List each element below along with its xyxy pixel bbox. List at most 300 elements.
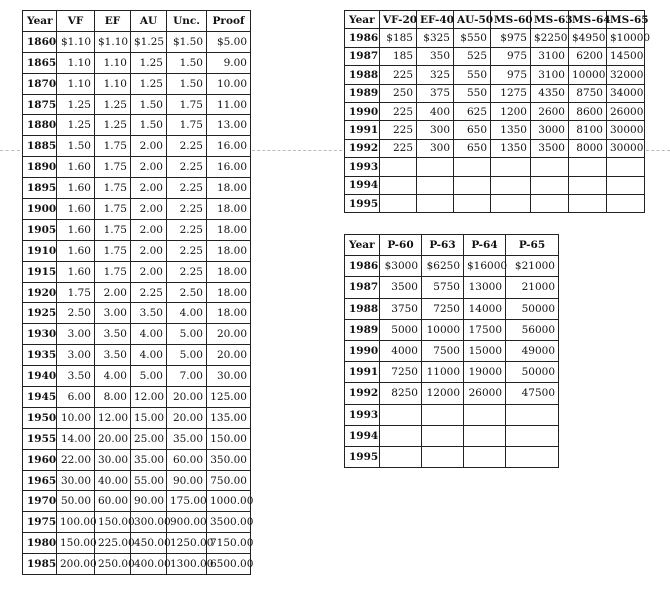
price-cell: 2600 [531,102,569,120]
price-cell [464,425,506,446]
price-cell: 3500.00 [207,512,251,533]
price-cell: 8000 [569,139,607,157]
price-cell: 14000 [464,298,506,319]
price-cell: 30000 [607,139,645,157]
price-cell: 10.00 [207,73,251,94]
price-cell [491,158,531,176]
column-header: P-60 [380,235,422,256]
price-cell: 4350 [531,84,569,102]
price-cell: 35.00 [131,449,167,470]
price-cell: 4.00 [95,366,131,387]
price-cell: 2.50 [57,303,95,324]
price-cell: $5.00 [207,31,251,52]
price-cell: 18.00 [207,219,251,240]
price-cell: 225 [380,139,417,157]
table-row [345,404,559,425]
price-cell [464,404,506,425]
column-header: EF [95,11,131,32]
table-row [23,303,251,324]
price-cell [380,446,422,467]
price-cell: 17500 [464,319,506,340]
price-cell: 350.00 [207,449,251,470]
table-row [345,277,559,298]
price-cell: 14500 [607,47,645,65]
price-cell [531,158,569,176]
year-cell: 1987 [345,277,380,298]
price-cell: 4.00 [131,324,167,345]
price-cell [569,176,607,194]
price-cell: 50.00 [57,491,95,512]
price-cell: 2.25 [167,157,207,178]
year-cell: 1915 [23,261,57,282]
table-row [23,324,251,345]
year-cell: 1880 [23,115,57,136]
year-cell: 1910 [23,240,57,261]
price-cell: 3.50 [131,303,167,324]
price-cell: 7250 [380,362,422,383]
price-cell: 975 [491,47,531,65]
price-cell [506,404,559,425]
year-cell: 1987 [345,47,380,65]
price-cell: 15000 [464,340,506,361]
price-cell: 7500 [422,340,464,361]
table-row [345,446,559,467]
price-cell: 10000 [422,319,464,340]
price-cell [464,446,506,467]
price-cell: 3.50 [95,345,131,366]
price-cell: 3100 [531,66,569,84]
year-cell: 1950 [23,407,57,428]
table-row [23,94,251,115]
price-cell: 1.10 [95,73,131,94]
year-cell: 1955 [23,428,57,449]
price-cell: 20.00 [167,387,207,408]
table-row [23,157,251,178]
price-cell: 625 [454,102,491,120]
price-cell: 2.25 [167,178,207,199]
price-cell: 1.75 [167,94,207,115]
price-cell: 2.25 [167,261,207,282]
price-cell: 40.00 [95,470,131,491]
price-cell: 3.50 [95,324,131,345]
table-row [23,219,251,240]
price-cell [506,446,559,467]
price-cell: 18.00 [207,240,251,261]
price-cell: 1300.00 [167,554,207,575]
header-row [23,11,251,32]
column-header: Year [345,11,380,29]
price-cell: 3500 [380,277,422,298]
price-cell: 56000 [506,319,559,340]
price-cell: 1.75 [95,240,131,261]
price-cell: 32000 [607,66,645,84]
price-cell: 450.00 [131,533,167,554]
table-row [345,383,559,404]
price-cell: 1.50 [167,73,207,94]
price-cell [417,158,454,176]
year-cell: 1945 [23,387,57,408]
price-cell: 5.00 [167,324,207,345]
table-row [23,136,251,157]
price-cell: 3100 [531,47,569,65]
table-row [23,554,251,575]
column-header: Year [23,11,57,32]
table-row [345,158,645,176]
table-row [345,29,645,47]
price-cell: 325 [417,66,454,84]
price-cell: 11000 [422,362,464,383]
table-row [345,362,559,383]
price-cell: $1.10 [95,31,131,52]
price-cell: 1.50 [167,52,207,73]
price-cell: 15.00 [131,407,167,428]
price-cell: 5750 [422,277,464,298]
price-cell: 2.00 [131,199,167,220]
price-cell: 100.00 [57,512,95,533]
price-table-1860-1985 [22,10,254,575]
price-cell: 12.00 [95,407,131,428]
price-cell: 1350 [491,139,531,157]
price-cell: 300.00 [131,512,167,533]
price-cell: 975 [491,66,531,84]
price-cell: 150.00 [95,512,131,533]
price-cell: 1.60 [57,199,95,220]
year-cell: 1988 [345,66,380,84]
table-row [23,428,251,449]
column-header: Year [345,235,380,256]
price-cell: 1.60 [57,178,95,199]
price-cell: 8100 [569,121,607,139]
year-cell: 1960 [23,449,57,470]
price-cell: $6250 [422,256,464,277]
price-cell: 5.00 [167,345,207,366]
price-cell: 26000 [607,102,645,120]
price-cell: 20.00 [167,407,207,428]
year-cell: 1986 [345,256,380,277]
price-cell [417,176,454,194]
price-cell: 1.10 [95,52,131,73]
price-table-proof-1986-1995 [344,234,559,468]
table-row [23,470,251,491]
price-cell: 22.00 [57,449,95,470]
year-cell: 1865 [23,52,57,73]
price-cell: 3750 [380,298,422,319]
price-cell: 200.00 [57,554,95,575]
price-cell: 1.50 [131,94,167,115]
price-cell: 30.00 [207,366,251,387]
year-cell: 1989 [345,84,380,102]
price-cell: 11.00 [207,94,251,115]
table-row [23,533,251,554]
price-cell: 350 [417,47,454,65]
price-cell: 4.00 [131,345,167,366]
price-cell: 1000.00 [207,491,251,512]
price-cell [569,194,607,212]
price-cell: 9.00 [207,52,251,73]
table-row [23,449,251,470]
year-cell: 1965 [23,470,57,491]
price-cell [380,176,417,194]
price-cell: 1.25 [131,52,167,73]
price-cell: 7.00 [167,366,207,387]
price-cell: 7250 [422,298,464,319]
table-row [23,73,251,94]
price-cell: 525 [454,47,491,65]
price-cell [422,446,464,467]
year-cell: 1980 [23,533,57,554]
table-row [345,340,559,361]
price-cell: 3.00 [95,303,131,324]
table-row [23,31,251,52]
price-cell: 20.00 [207,324,251,345]
price-cell: 1.75 [167,115,207,136]
year-cell: 1991 [345,121,380,139]
price-cell [531,194,569,212]
table-row [23,491,251,512]
table-row [23,407,251,428]
fold-line-left [0,150,20,151]
price-cell: 16.00 [207,157,251,178]
price-cell: 2.25 [167,136,207,157]
column-header: P-65 [506,235,559,256]
price-cell: 8.00 [95,387,131,408]
price-cell: 1.60 [57,261,95,282]
price-cell [491,194,531,212]
price-cell [491,176,531,194]
price-cell: 2.00 [131,240,167,261]
price-cell: 19000 [464,362,506,383]
column-header: P-64 [464,235,506,256]
column-header: MS-64 [569,11,607,29]
price-cell: $10000 [607,29,645,47]
table-row [23,199,251,220]
price-cell: 90.00 [167,470,207,491]
price-cell: 135.00 [207,407,251,428]
table-row [345,319,559,340]
price-cell: 10000 [569,66,607,84]
column-header: Unc. [167,11,207,32]
price-cell: 400 [417,102,454,120]
price-cell: $4950 [569,29,607,47]
price-cell [380,404,422,425]
price-cell: 1.25 [57,115,95,136]
price-cell: 2.00 [131,157,167,178]
price-cell: 1.75 [57,282,95,303]
price-cell: 225.00 [95,533,131,554]
year-cell: 1988 [345,298,380,319]
price-cell: 20.00 [207,345,251,366]
table-row [345,139,645,157]
price-cell: 1.25 [57,94,95,115]
price-cell: 4.00 [167,303,207,324]
price-cell: $3000 [380,256,422,277]
price-cell: 225 [380,121,417,139]
price-cell: 1.75 [95,261,131,282]
price-cell: 16.00 [207,136,251,157]
table-row [23,240,251,261]
year-cell: 1875 [23,94,57,115]
price-cell: 3.00 [57,345,95,366]
price-cell: 90.00 [131,491,167,512]
year-cell: 1993 [345,158,380,176]
column-header: AU [131,11,167,32]
table-row [345,47,645,65]
year-cell: 1925 [23,303,57,324]
price-cell: 35.00 [167,428,207,449]
price-cell: 18.00 [207,178,251,199]
table-row [23,345,251,366]
year-cell: 1993 [345,404,380,425]
price-cell: 1.60 [57,157,95,178]
price-cell: 650 [454,139,491,157]
header-row [345,235,559,256]
year-cell: 1900 [23,199,57,220]
year-cell: 1994 [345,176,380,194]
table-row [23,52,251,73]
price-cell: 150.00 [207,428,251,449]
price-cell: 12.00 [131,387,167,408]
price-cell: $1.50 [167,31,207,52]
price-cell: 5000 [380,319,422,340]
year-cell: 1975 [23,512,57,533]
price-cell: 300 [417,121,454,139]
price-cell: $550 [454,29,491,47]
price-cell: 2.25 [131,282,167,303]
price-cell: 225 [380,102,417,120]
price-cell: 150.00 [57,533,95,554]
price-cell: 2.00 [95,282,131,303]
price-cell: 13.00 [207,115,251,136]
column-header: MS-60 [491,11,531,29]
price-cell [607,158,645,176]
price-cell: 18.00 [207,261,251,282]
price-cell: $185 [380,29,417,47]
price-cell: 3.50 [57,366,95,387]
price-cell: 650 [454,121,491,139]
column-header: VF [57,11,95,32]
price-cell: 18.00 [207,199,251,220]
year-cell: 1905 [23,219,57,240]
price-cell: $1.10 [57,31,95,52]
price-cell [422,404,464,425]
price-cell: 8600 [569,102,607,120]
year-cell: 1991 [345,362,380,383]
price-cell: $16000 [464,256,506,277]
price-cell: 34000 [607,84,645,102]
price-cell: 7150.00 [207,533,251,554]
column-header: VF-20 [380,11,417,29]
price-cell: 1.50 [57,136,95,157]
table-row [345,66,645,84]
price-cell: 1.60 [57,240,95,261]
year-cell: 1860 [23,31,57,52]
year-cell: 1970 [23,491,57,512]
year-cell: 1870 [23,73,57,94]
price-cell: 18.00 [207,303,251,324]
price-cell: 750.00 [207,470,251,491]
table-row [345,298,559,319]
column-header: Proof [207,11,251,32]
table-row [23,282,251,303]
price-cell: 2.00 [131,261,167,282]
price-cell: 125.00 [207,387,251,408]
price-cell: 30.00 [57,470,95,491]
price-cell: 4000 [380,340,422,361]
price-cell: 250 [380,84,417,102]
header-row [345,11,645,29]
table-row [345,84,645,102]
price-cell [607,194,645,212]
price-cell: $975 [491,29,531,47]
price-cell: 30000 [607,121,645,139]
price-cell: 6200 [569,47,607,65]
price-cell: 50000 [506,298,559,319]
price-cell: 1.50 [131,115,167,136]
price-cell: 3500 [531,139,569,157]
price-cell: 3.00 [57,324,95,345]
year-cell: 1985 [23,554,57,575]
price-cell: 2.00 [131,219,167,240]
price-cell: 49000 [506,340,559,361]
price-cell: 550 [454,84,491,102]
price-cell: 2.25 [167,240,207,261]
year-cell: 1994 [345,425,380,446]
price-cell: 375 [417,84,454,102]
price-cell: 5.00 [131,366,167,387]
year-cell: 1989 [345,319,380,340]
price-cell: 1.60 [57,219,95,240]
price-cell: 2.00 [131,136,167,157]
price-cell: 1.75 [95,178,131,199]
price-cell [454,194,491,212]
year-cell: 1920 [23,282,57,303]
table-row [23,366,251,387]
fold-line-middle [252,150,342,151]
price-cell: 250.00 [95,554,131,575]
table-row [23,512,251,533]
price-cell: 1.25 [131,73,167,94]
price-cell: 18.00 [207,282,251,303]
table-row [23,178,251,199]
table-row [345,256,559,277]
price-cell: 25.00 [131,428,167,449]
price-cell: 225 [380,66,417,84]
price-cell [454,176,491,194]
price-cell: 14.00 [57,428,95,449]
price-cell: 55.00 [131,470,167,491]
column-header: MS-63 [531,11,569,29]
price-cell: 1200 [491,102,531,120]
year-cell: 1885 [23,136,57,157]
table-row [23,387,251,408]
price-cell: $21000 [506,256,559,277]
price-cell: 6.00 [57,387,95,408]
price-cell: 1.75 [95,136,131,157]
price-cell: 30.00 [95,449,131,470]
price-table-mint-state-1986-1995 [344,10,651,213]
price-cell: 175.00 [167,491,207,512]
price-cell: 8750 [569,84,607,102]
price-cell: $2250 [531,29,569,47]
column-header: MS-65 [607,11,645,29]
price-cell: 1.25 [95,94,131,115]
table-row [345,425,559,446]
price-cell: 300 [417,139,454,157]
year-cell: 1890 [23,157,57,178]
price-cell: 2.00 [131,178,167,199]
price-cell: 900.00 [167,512,207,533]
column-header: AU-50 [454,11,491,29]
